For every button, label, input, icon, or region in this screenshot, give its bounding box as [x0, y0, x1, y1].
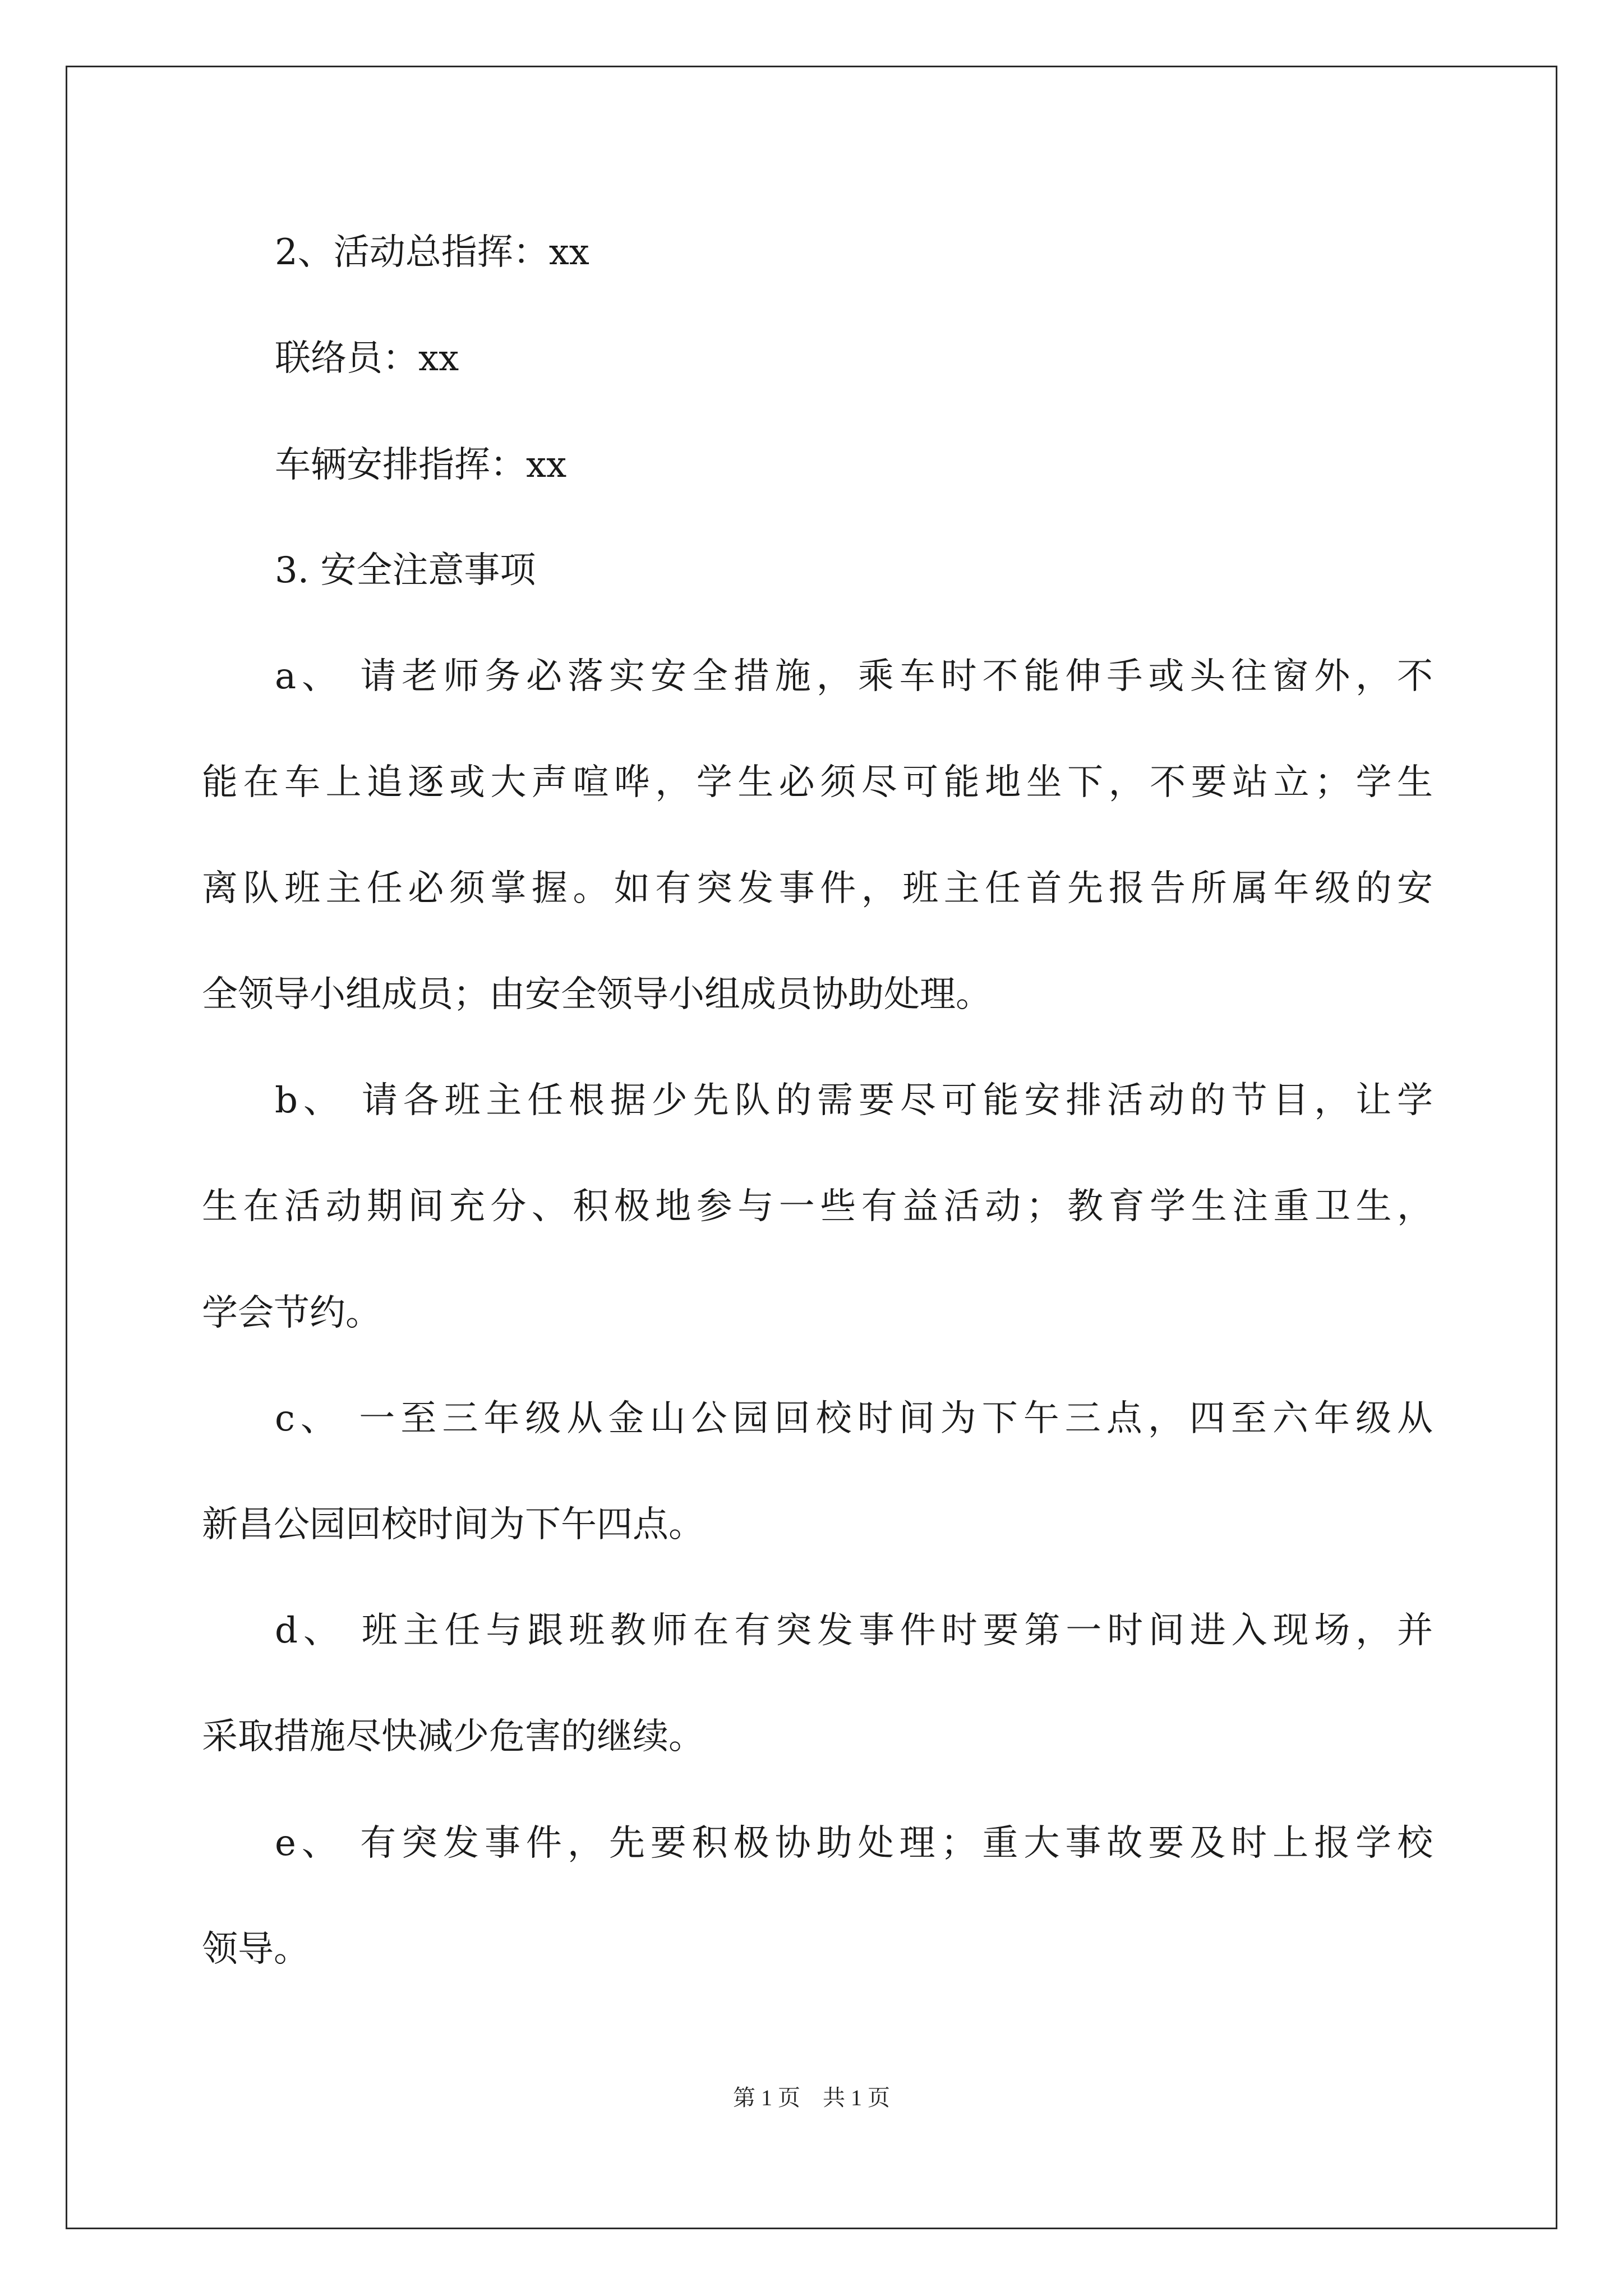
text-line: d、 班主任与跟班教师在有突发事件时要第一时间进入现场，并 [275, 1610, 1433, 1651]
text-line: 3. 安全注意事项 [275, 550, 536, 591]
text-line: 领导。 [202, 1929, 310, 1970]
text-line: 生在活动期间充分、积极地参与一些有益活动；教育学生注重卫生， [202, 1186, 1433, 1227]
text-line: 能在车上追逐或大声喧哗，学生必须尽可能地坐下，不要站立；学生 [202, 762, 1433, 803]
text-line: a、 请老师务必落实安全措施，乘车时不能伸手或头往窗外，不 [275, 656, 1433, 697]
text-line: 离队班主任必须掌握。如有突发事件，班主任首先报告所属年级的安 [202, 868, 1433, 909]
page-border [66, 66, 1557, 2229]
text-line: 学会节约。 [202, 1292, 381, 1334]
text-line: 全领导小组成员；由安全领导小组成员协助处理。 [202, 974, 992, 1015]
text-line: b、 请各班主任根据少先队的需要尽可能安排活动的节目，让学 [275, 1080, 1433, 1121]
text-line: 联络员：xx [275, 338, 459, 379]
page-footer: 第 1 页 共 1 页 [733, 2085, 890, 2110]
text-line: e、 有突发事件，先要积极协助处理；重大事故要及时上报学校 [275, 1823, 1433, 1864]
text-line: 车辆安排指挥：xx [275, 444, 567, 486]
text-line: 新昌公园回校时间为下午四点。 [202, 1504, 704, 1545]
text-line: c、 一至三年级从金山公园回校时间为下午三点，四至六年级从 [275, 1398, 1433, 1439]
text-line: 采取措施尽快减少危害的继续。 [202, 1716, 704, 1757]
text-line: 2、活动总指挥：xx [275, 232, 589, 273]
